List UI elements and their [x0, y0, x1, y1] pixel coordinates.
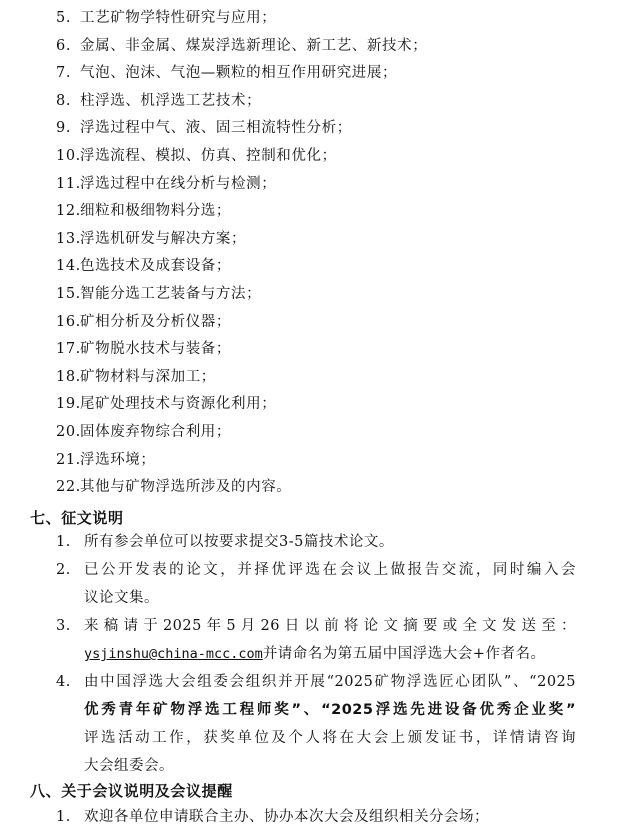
call-item-3: [56, 612, 576, 668]
topic-number: 14.: [56, 258, 81, 275]
topic-text: 浮选过程中气、液、固三相流特性分析；: [80, 120, 352, 137]
topic-number: 7.: [56, 65, 72, 82]
call-item-text-line-1: 已公开发表的论文，并择优评选在会议上做报告交流，同时编入会: [84, 562, 576, 578]
call-item-text: 所有参会单位可以按要求提交3-5篇技术论文。: [84, 534, 394, 550]
topic-text: 矿相分析及分析仪器；: [80, 313, 231, 330]
topic-item: [56, 36, 427, 56]
call-item-text-line-2: 议论文集。: [84, 590, 159, 606]
topic-text: 其他与矿物浮选所涉及的内容。: [80, 479, 292, 496]
topic-item: [56, 422, 231, 442]
topic-number: 22.: [56, 479, 81, 496]
topic-item: [56, 312, 231, 332]
call-item-number: 4.: [56, 674, 71, 690]
topic-item: [56, 450, 156, 470]
topic-text: 矿物材料与深加工；: [80, 368, 216, 385]
call-item-2: [56, 556, 576, 612]
topic-item: [56, 229, 246, 249]
topic-text: 色选技术及成套设备；: [80, 258, 231, 275]
topic-number: 8.: [56, 92, 72, 109]
topic-number: 11.: [56, 175, 81, 192]
topic-number: 13.: [56, 230, 81, 247]
call-item-text-line-4: 大会组委会。: [84, 758, 174, 774]
topic-number: 12.: [56, 203, 81, 220]
topic-item: [56, 63, 397, 83]
submission-email-link[interactable]: ysjinshu@china-mcc.com: [84, 646, 263, 662]
topic-text: 浮选过程中在线分析与检测；: [80, 175, 277, 192]
topic-number: 17.: [56, 341, 81, 358]
topic-number: 21.: [56, 451, 81, 468]
topic-text: 柱浮选、机浮选工艺技术；: [80, 92, 262, 109]
topic-text: 浮选环境；: [80, 451, 156, 468]
topic-item: [56, 367, 216, 387]
call-item-text-line-1: 由中国浮选大会组委会组织并开展“2025矿物浮选匠心团队”、“2025: [84, 674, 576, 690]
topic-number: 5.: [56, 10, 72, 26]
topic-number: 20.: [56, 424, 81, 440]
call-item-text-line-2: 并请命名为第五届中国浮选大会+作者名。: [262, 646, 546, 662]
call-item-text-line-2: 优秀青年矿物浮选工程师奖”、“2025浮选先进设备优秀企业奖”: [84, 702, 576, 718]
call-item-number: 1.: [56, 534, 71, 550]
topic-text: 尾矿处理技术与资源化利用；: [80, 396, 277, 413]
topic-number: 16.: [56, 313, 81, 330]
topic-item: [56, 256, 231, 276]
topic-number: 9.: [56, 120, 72, 137]
topic-item: [56, 394, 276, 414]
call-item-4: [56, 668, 576, 780]
topic-text: 浮选机研发与解决方案；: [80, 230, 247, 247]
topic-text: 细粒和极细物料分选；: [80, 203, 231, 220]
call-item-number: 3.: [56, 618, 71, 634]
topic-item: [56, 8, 276, 28]
topic-text: 浮选流程、模拟、仿真、控制和优化；: [80, 148, 337, 164]
call-item-text-line-1: 来稿请于2025年5月26日以前将论文摘要或全文发送至：: [84, 618, 576, 634]
meeting-item-number: 1.: [56, 809, 71, 825]
topic-text: 矿物脱水技术与装备；: [80, 341, 231, 358]
topic-number: 19.: [56, 396, 81, 413]
topic-text: 智能分选工艺装备与方法；: [80, 286, 262, 302]
meeting-item-1: [56, 803, 576, 831]
meeting-item-text: 欢迎各单位申请联合主办、协办本次大会及组织相关分会场；: [84, 809, 489, 825]
topic-item: [56, 284, 261, 304]
topic-text: 金属、非金属、煤炭浮选新理论、新工艺、新技术；: [80, 37, 428, 54]
section-heading-call-for-papers: 七、征文说明: [30, 509, 124, 527]
topic-number: 6.: [56, 37, 72, 54]
topic-item: [56, 174, 276, 194]
topic-number: 15.: [56, 286, 81, 302]
topic-text: 固体废弃物综合利用；: [80, 424, 231, 440]
topic-text: 工艺矿物学特性研究与应用；: [80, 10, 277, 26]
topic-item: [56, 91, 261, 111]
topic-item: [56, 477, 291, 497]
section-heading-meeting-notes: 八、关于会议说明及会议提醒: [30, 782, 233, 800]
topic-text: 气泡、泡沫、气泡—颗粒的相互作用研究进展；: [80, 65, 398, 82]
call-item-1: [56, 528, 576, 556]
call-item-number: 2.: [56, 562, 71, 578]
topic-item: [56, 201, 231, 221]
topic-number: 10.: [56, 148, 81, 164]
topic-item: [56, 146, 337, 166]
topic-number: 18.: [56, 368, 81, 385]
topic-item: [56, 339, 231, 359]
topic-item: [56, 118, 352, 138]
call-item-text-line-3: 评选活动工作，获奖单位及个人将在大会上颁发证书，详情请咨询: [84, 730, 576, 746]
